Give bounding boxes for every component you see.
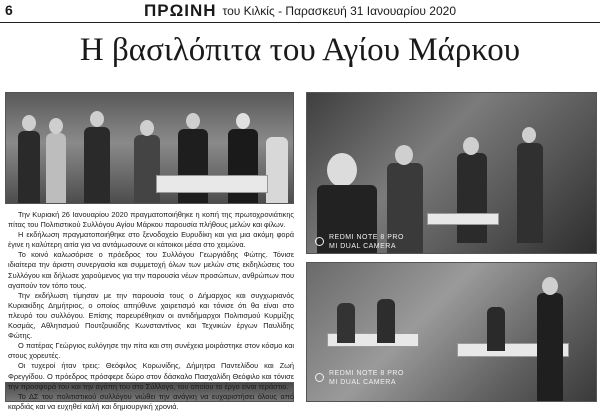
photo-seated-guests — [306, 92, 597, 254]
photo-group-with-pies — [5, 92, 294, 204]
article-paragraph: Την εκδήλωση τίμησαν με την παρουσία τους ο Δήμαρχος και συγχωριανός Κυριακίδης Δημήτριος, ο οποίος απηύθυνε χαιρετισμό και τόνισε ότι θα είναι στο πλευρό του συλλόγου. Επίσης παρευρέθηκαν οι αντιδήμαρχοι Πολιτισμού Κυρμίζης Κοσμάς, Αθλητισμού Πουτζουκίδης Κωνσταντίνος και Τεχνικών έργων Παυλίδης Φώτης. — [8, 290, 294, 341]
photo-hall-tables — [306, 262, 597, 402]
article-paragraph: Οι τυχεροί ήταν τρεις: Θεόφιλος Κορωνίδης, Δήμητρα Παντελίδου και Ζωή Φρεγγίδου. Ο πρόεδρος πρόσφερε δώρο στον δάσκαλο Πασχαλίδη Θεόφιλο και τόνισε την προσφορά του και την αγάπη του στο Σύλλογο, του οποίου το έργο είναι τεράστιο. — [8, 361, 294, 391]
camera-watermark-line1: REDMI NOTE 8 PRO — [329, 370, 404, 377]
article-paragraph: Το ΔΣ του πολιτιστικού συλλόγου νιώθει την ανάγκη να ευχαριστήσει όλους από καρδιάς και να ευχηθεί καλή και δημιουργική χρονιά. — [8, 391, 294, 411]
masthead — [0, 0, 600, 23]
newspaper-name: ΠΡΩΙΝΗ — [143, 1, 217, 20]
newspaper-edition-date: του Κιλκίς - Παρασκευή 31 Ιανουαρίου 2020 — [222, 4, 457, 18]
article-paragraph: Ο πατέρας Γεώργιος ευλόγησε την πίτα και στη συνέχεια μοιράστηκε στον κόσμο και στους χορευτές. — [8, 341, 294, 361]
article-headline: Η βασιλόπιτα του Αγίου Μάρκου — [79, 32, 521, 68]
article-paragraph: Το κοινό καλωσόρισε ο πρόεδρος του Συλλόγου Γεωργιάδης Φώτης. Τόνισε ιδιαίτερα την άριστη συνεργασία και συμμετοχή όλων των μελών στις εκδηλώσεις του Συλλόγου και δήλωσε χαρούμενος για την παρουσία νέων προσώπων, ανθρώπων που αγαπούν τον τόπο τους. — [8, 250, 294, 290]
camera-watermark-line1: REDMI NOTE 8 PRO — [329, 234, 404, 241]
article-paragraph: Την Κυριακή 26 Ιανουαρίου 2020 πραγματοποιήθηκε η κοπή της πρωτοχρονιάτικης πίτας του Πολιτιστικού Συλλόγου Αγίου Μάρκου παρουσία πλήθους μελών και φίλων. — [8, 210, 294, 230]
camera-watermark-line2: MI DUAL CAMERA — [329, 243, 397, 250]
page-number: 6 — [5, 2, 13, 18]
article-body — [8, 210, 294, 411]
camera-watermark-line2: MI DUAL CAMERA — [329, 379, 397, 386]
article-paragraph: Η εκδήλωση πραγματοποιήθηκε στο ξενοδοχείο Ευρυδίκη και για μια ακόμη φορά έγινε η καλύτερη αιτία για να αντάμωσουνε οι κάτοικοι μέσα στο χειμώνα. — [8, 230, 294, 250]
